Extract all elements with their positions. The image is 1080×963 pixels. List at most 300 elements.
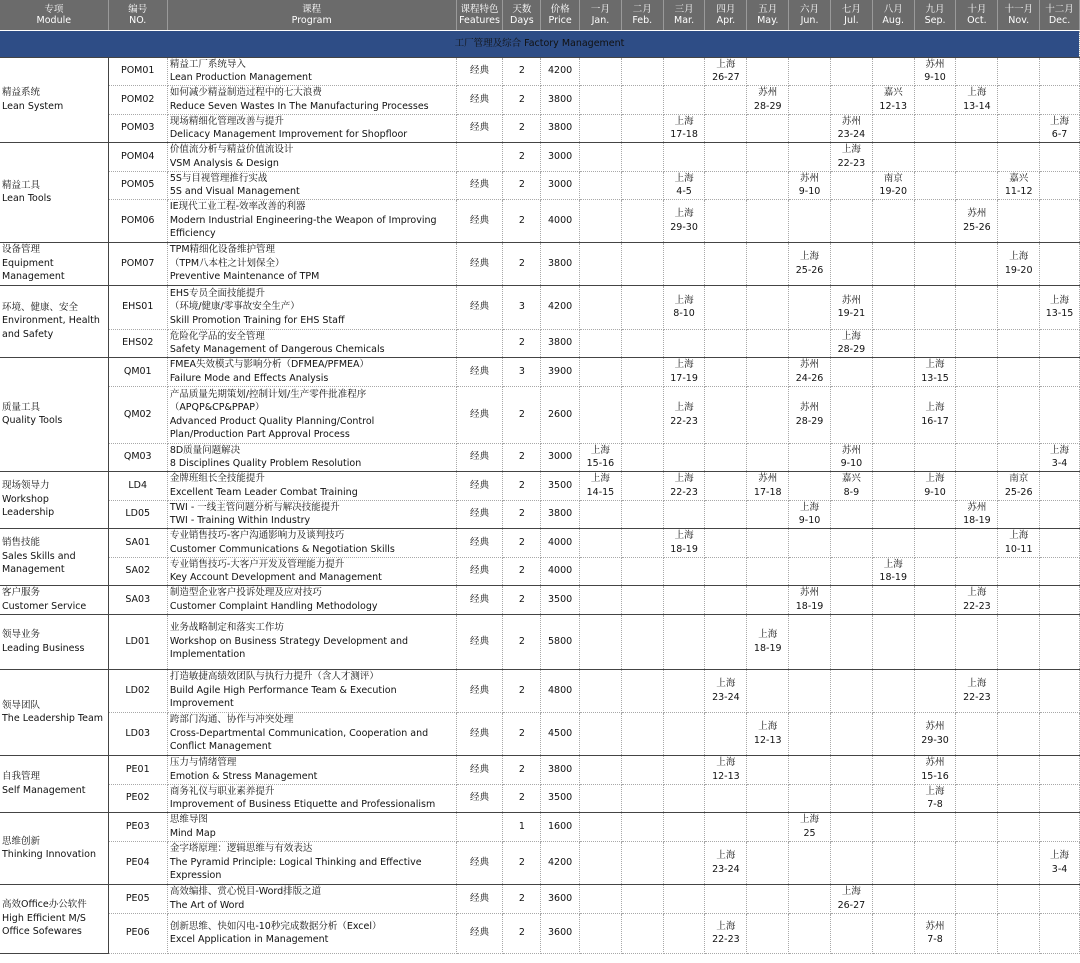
session-city: 苏州 (967, 501, 987, 513)
program-line: 8 Disciplines Quality Problem Resolution (169, 458, 362, 469)
course-feature: 经典 (456, 841, 503, 884)
module-cell (0, 669, 108, 755)
month-cell (872, 614, 914, 669)
session-city: 苏州 (925, 757, 945, 768)
month-cell (830, 114, 872, 142)
course-row (0, 585, 1080, 614)
module-label: 精益系统 (2, 87, 41, 98)
program-line: TPM精细化设备维护管理 (169, 244, 276, 256)
program-line: 价值流分析与精益价值流设计 (169, 144, 294, 155)
program-line: 8D质量问题解决 (169, 444, 241, 456)
month-cell (914, 142, 956, 171)
program-line: Skill Promotion Training for EHS Staff (169, 314, 345, 326)
month-cell (621, 329, 663, 357)
month-cell (663, 242, 705, 285)
session-city: 上海 (716, 678, 736, 689)
course-code: POM02 (108, 85, 167, 114)
course-feature: 经典 (456, 386, 503, 443)
course-days: 2 (503, 85, 541, 114)
month-cell (998, 142, 1040, 171)
session-city: 上海 (758, 629, 778, 640)
course-program (167, 841, 456, 884)
session-city: 上海 (967, 587, 987, 598)
course-price: 1600 (541, 812, 580, 841)
program-line: Preventive Maintenance of TPM (169, 271, 320, 283)
month-cell (580, 841, 622, 884)
month-cell (705, 841, 747, 884)
program-line: 5S and Visual Management (169, 186, 300, 197)
month-cell (663, 386, 705, 443)
month-cell (830, 614, 872, 669)
month-cell (872, 712, 914, 755)
month-cell (789, 443, 831, 471)
month-cell (914, 784, 956, 812)
month-cell (914, 114, 956, 142)
month-cell (705, 199, 747, 242)
course-program (167, 329, 456, 357)
month-cell (830, 712, 872, 755)
month-cell (789, 755, 831, 784)
course-program (167, 386, 456, 443)
month-cell (580, 712, 622, 755)
month-cell (998, 841, 1040, 884)
month-cell (1040, 114, 1080, 142)
course-row (0, 669, 1080, 712)
month-cell (747, 57, 789, 85)
module-label: 现场领导力 (2, 480, 50, 492)
month-cell (914, 614, 956, 669)
month-cell (705, 585, 747, 614)
month-cell (956, 500, 998, 528)
month-cell (830, 784, 872, 812)
month-cell (872, 329, 914, 357)
module-cell (0, 812, 108, 884)
course-code: POM07 (108, 242, 167, 285)
month-cell (705, 114, 747, 142)
month-cell (663, 199, 705, 242)
session-city: 上海 (925, 473, 945, 484)
month-cell (705, 784, 747, 812)
month-cell (747, 812, 789, 841)
month-cell (789, 557, 831, 585)
course-row (0, 528, 1080, 557)
course-row (0, 812, 1080, 841)
program-line: Customer Communications & Negotiation Skills (169, 543, 395, 555)
section-banner-row (0, 30, 1080, 57)
course-feature: 经典 (456, 114, 503, 142)
program-line: 专业销售技巧-客户沟通影响力及谈判技巧 (169, 530, 345, 541)
header-month-feb: 二月 Feb. (621, 0, 663, 30)
course-code: LD03 (108, 712, 167, 755)
month-cell (747, 528, 789, 557)
course-code: EHS02 (108, 329, 167, 357)
module-label: Sales Skills and (2, 550, 76, 562)
session-city: 上海 (925, 402, 945, 413)
session-dates: 25-26 (963, 221, 991, 233)
month-cell (956, 812, 998, 841)
month-cell (747, 913, 789, 953)
month-cell (830, 57, 872, 85)
month-cell (998, 329, 1040, 357)
month-cell (872, 171, 914, 199)
course-price: 3500 (541, 585, 580, 614)
month-cell (621, 285, 663, 329)
month-cell (830, 443, 872, 471)
month-cell (998, 199, 1040, 242)
course-feature: 经典 (456, 471, 503, 500)
course-feature: 经典 (456, 755, 503, 784)
month-cell (789, 114, 831, 142)
course-price: 3500 (541, 784, 580, 812)
program-line: Mind Map (169, 827, 216, 839)
program-line: 压力与情绪管理 (169, 757, 237, 768)
course-program (167, 443, 456, 471)
course-row (0, 142, 1080, 171)
session-city: 上海 (841, 144, 861, 155)
month-cell (580, 285, 622, 329)
month-cell (956, 386, 998, 443)
session-dates: 12-13 (879, 100, 908, 112)
course-price: 3800 (541, 329, 580, 357)
session-dates: 28-29 (837, 344, 866, 355)
session-city: 上海 (590, 473, 610, 484)
month-cell (747, 884, 789, 913)
session-city: 上海 (1050, 115, 1070, 127)
program-line: 产品质量先期策划/控制计划/生产零件批准程序 (169, 388, 367, 400)
session-dates: 28-29 (795, 415, 824, 427)
course-feature: 经典 (456, 528, 503, 557)
program-line: Conflict Management (169, 741, 272, 753)
month-cell (956, 329, 998, 357)
month-cell (956, 357, 998, 386)
session-city: 苏州 (967, 208, 987, 219)
course-price: 3600 (541, 884, 580, 913)
month-cell (998, 755, 1040, 784)
program-line: 制造型企业客户投诉处理及应对技巧 (169, 587, 322, 598)
session-city: 上海 (800, 251, 820, 262)
month-cell (956, 199, 998, 242)
month-cell (956, 669, 998, 712)
session-city: 苏州 (758, 473, 778, 484)
month-cell (580, 242, 622, 285)
month-cell (998, 884, 1040, 913)
month-cell (705, 528, 747, 557)
course-code: PE02 (108, 784, 167, 812)
month-cell (580, 386, 622, 443)
session-dates: 24-26 (795, 372, 824, 384)
month-cell (621, 528, 663, 557)
month-cell (789, 357, 831, 386)
header-month-apr: 四月 Apr. (705, 0, 747, 30)
course-program (167, 171, 456, 199)
session-dates: 26-27 (837, 899, 866, 911)
session-city: 苏州 (925, 721, 945, 732)
module-cell (0, 471, 108, 528)
module-label: 高效Office办公软件 (2, 899, 87, 911)
month-cell (998, 784, 1040, 812)
course-price: 4800 (541, 669, 580, 712)
session-city: 上海 (674, 359, 694, 370)
month-cell (705, 669, 747, 712)
month-cell (789, 669, 831, 712)
session-dates: 8-9 (843, 486, 860, 498)
month-cell (789, 171, 831, 199)
module-label: Management (2, 564, 65, 576)
course-price: 5800 (541, 614, 580, 669)
session-city: 上海 (674, 473, 694, 484)
month-cell (580, 114, 622, 142)
month-cell (663, 913, 705, 953)
month-cell (621, 57, 663, 85)
course-row (0, 557, 1080, 585)
course-days: 2 (503, 443, 541, 471)
month-cell (830, 329, 872, 357)
month-cell (872, 669, 914, 712)
header-no: 编号 NO. (108, 0, 167, 30)
month-cell (705, 329, 747, 357)
month-cell (956, 557, 998, 585)
module-label: Office Sofewares (2, 926, 82, 938)
program-line: Build Agile High Performance Team & Execution (169, 684, 397, 696)
month-cell (663, 142, 705, 171)
month-cell (1040, 557, 1080, 585)
course-days: 3 (503, 357, 541, 386)
course-feature: 经典 (456, 669, 503, 712)
month-cell (789, 85, 831, 114)
module-cell (0, 755, 108, 812)
program-line: EHS专员全面技能提升 (169, 287, 265, 299)
course-days: 2 (503, 386, 541, 443)
session-dates: 8-10 (673, 308, 695, 319)
course-row (0, 712, 1080, 755)
month-cell (580, 585, 622, 614)
course-feature (456, 329, 503, 357)
month-cell (830, 669, 872, 712)
section-banner: 工厂管理及综合 Factory Management (0, 30, 1080, 57)
session-city: 苏州 (925, 58, 945, 70)
course-program (167, 500, 456, 528)
month-cell (621, 884, 663, 913)
session-dates: 19-20 (1004, 264, 1033, 276)
module-label: High Efficient M/S (2, 912, 86, 924)
month-cell (580, 784, 622, 812)
session-city: 苏州 (841, 294, 861, 306)
month-cell (872, 500, 914, 528)
month-cell (956, 712, 998, 755)
course-program (167, 669, 456, 712)
module-cell (0, 884, 108, 953)
program-line: TWI - 一线主管问题分析与解决技能提升 (169, 501, 340, 513)
month-cell (621, 812, 663, 841)
session-city: 上海 (716, 920, 736, 932)
session-dates: 12-13 (753, 734, 782, 746)
month-cell (872, 357, 914, 386)
month-cell (621, 242, 663, 285)
month-cell (1040, 471, 1080, 500)
session-city: 苏州 (925, 920, 945, 932)
header-row (0, 0, 1080, 30)
course-price: 3800 (541, 755, 580, 784)
program-line: VSM Analysis & Design (169, 157, 279, 169)
course-feature: 经典 (456, 913, 503, 953)
month-cell (789, 471, 831, 500)
program-line: （APQP&CP&PPAP） (169, 402, 265, 413)
course-row (0, 57, 1080, 85)
course-days: 2 (503, 585, 541, 614)
session-city: 苏州 (841, 115, 861, 127)
month-cell (914, 242, 956, 285)
month-cell (705, 242, 747, 285)
session-city: 上海 (800, 501, 820, 513)
month-cell (789, 784, 831, 812)
month-cell (789, 329, 831, 357)
course-days: 2 (503, 669, 541, 712)
module-label: Workshop (2, 493, 49, 505)
month-cell (830, 386, 872, 443)
program-line: IE现代工业工程-效率改善的利器 (169, 201, 306, 213)
course-price: 4200 (541, 57, 580, 85)
month-cell (872, 114, 914, 142)
course-row (0, 114, 1080, 142)
module-cell (0, 585, 108, 614)
month-cell (747, 712, 789, 755)
program-line: Delicacy Management Improvement for Shopfloor (169, 129, 408, 140)
month-cell (1040, 585, 1080, 614)
month-cell (747, 386, 789, 443)
month-cell (872, 285, 914, 329)
course-days: 2 (503, 614, 541, 669)
month-cell (621, 784, 663, 812)
course-row (0, 386, 1080, 443)
month-cell (621, 755, 663, 784)
month-cell (1040, 386, 1080, 443)
month-cell (998, 500, 1040, 528)
program-line: 业务战略制定和落实工作坊 (169, 622, 284, 634)
course-days: 2 (503, 528, 541, 557)
month-cell (956, 85, 998, 114)
session-dates: 17-18 (753, 486, 782, 498)
month-cell (956, 585, 998, 614)
session-city: 上海 (841, 886, 861, 897)
month-cell (872, 557, 914, 585)
session-dates: 12-13 (712, 770, 740, 782)
course-days: 2 (503, 57, 541, 85)
month-cell (1040, 669, 1080, 712)
course-code: PE03 (108, 812, 167, 841)
session-city: 上海 (1009, 251, 1029, 262)
session-dates: 10-11 (1004, 543, 1033, 555)
month-cell (872, 386, 914, 443)
month-cell (914, 841, 956, 884)
module-label: 领导团队 (2, 699, 41, 711)
header-month-aug: 八月 Aug. (872, 0, 914, 30)
course-price: 4200 (541, 841, 580, 884)
session-dates: 22-23 (670, 486, 698, 498)
month-cell (621, 913, 663, 953)
program-line: 危险化学品的安全管理 (169, 330, 265, 342)
session-dates: 22-23 (712, 934, 740, 945)
program-line: 高效编排、赏心悦目-Word排版之道 (169, 886, 322, 897)
month-cell (830, 585, 872, 614)
month-cell (998, 85, 1040, 114)
month-cell (830, 913, 872, 953)
program-line: Improvement (169, 698, 234, 710)
session-dates: 13-15 (1045, 308, 1074, 319)
course-row (0, 500, 1080, 528)
month-cell (872, 884, 914, 913)
month-cell (914, 500, 956, 528)
course-program (167, 712, 456, 755)
program-line: 打造敏捷高绩效团队与执行力提升（含人才测评） (169, 671, 379, 683)
month-cell (956, 784, 998, 812)
session-dates: 4-5 (676, 186, 692, 197)
month-cell (747, 557, 789, 585)
month-cell (580, 500, 622, 528)
course-program (167, 755, 456, 784)
course-days: 2 (503, 114, 541, 142)
program-line: The Art of Word (169, 899, 245, 911)
month-cell (789, 199, 831, 242)
month-cell (830, 528, 872, 557)
month-cell (1040, 784, 1080, 812)
month-cell (621, 614, 663, 669)
course-code: EHS01 (108, 285, 167, 329)
program-line: 商务礼仪与职业素养提升 (169, 785, 275, 797)
course-code: SA02 (108, 557, 167, 585)
month-cell (830, 557, 872, 585)
program-line: 如何减少精益制造过程中的七大浪费 (169, 87, 322, 98)
month-cell (663, 57, 705, 85)
module-cell (0, 242, 108, 285)
session-dates: 28-29 (753, 100, 782, 112)
month-cell (705, 171, 747, 199)
course-program (167, 114, 456, 142)
session-dates: 17-19 (670, 372, 698, 384)
month-cell (914, 443, 956, 471)
header-module: 专项 Module (0, 0, 108, 30)
module-cell (0, 285, 108, 357)
course-code: QM02 (108, 386, 167, 443)
header-month-dec: 十二月 Dec. (1040, 0, 1080, 30)
month-cell (705, 57, 747, 85)
month-cell (747, 784, 789, 812)
course-price: 4200 (541, 285, 580, 329)
month-cell (914, 884, 956, 913)
month-cell (1040, 712, 1080, 755)
course-row (0, 755, 1080, 784)
month-cell (914, 285, 956, 329)
course-days: 2 (503, 171, 541, 199)
session-dates: 23-24 (712, 863, 740, 875)
session-city: 上海 (1050, 294, 1070, 306)
course-program (167, 357, 456, 386)
month-cell (998, 285, 1040, 329)
month-cell (872, 142, 914, 171)
month-cell (914, 357, 956, 386)
session-dates: 18-19 (753, 642, 782, 654)
month-cell (621, 500, 663, 528)
program-line: 现场精细化管理改善与提升 (169, 115, 284, 127)
session-dates: 29-30 (670, 221, 698, 233)
session-dates: 13-14 (963, 100, 991, 112)
month-cell (830, 357, 872, 386)
program-line: The Pyramid Principle: Logical Thinking and Effective (169, 856, 422, 868)
program-line: 创新思维、快如闪电-10秒完成数据分析（Excel） (169, 920, 382, 932)
month-cell (789, 57, 831, 85)
month-cell (789, 913, 831, 953)
session-dates: 6-7 (1051, 129, 1068, 140)
course-row (0, 329, 1080, 357)
